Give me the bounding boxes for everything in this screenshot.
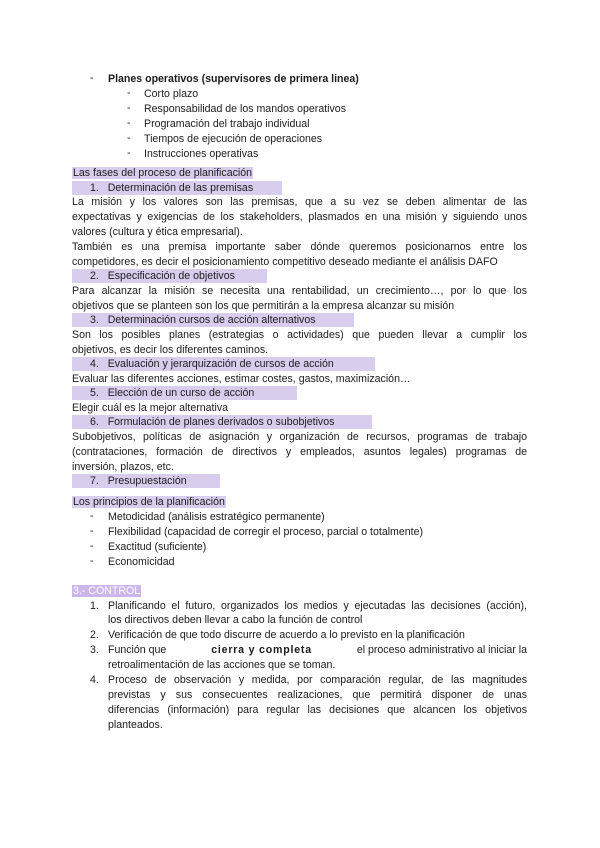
fase-number: 3. [90,314,99,326]
list-number: 4. [90,674,99,686]
fase-2-row [72,269,267,283]
control-item-line: previstas y sus consecuentes realizaciones, que permitirá disponer de unas [108,689,527,701]
control-item-3-line [108,643,527,657]
planes-item: Instrucciones operativas [144,148,259,160]
fase-number: 1. [90,182,99,194]
fases-heading [72,166,253,180]
control-item-line: planteados. [108,719,163,731]
control-item-text: el proceso administrativo al iniciar la [356,644,527,656]
list-number: 1. [90,600,99,612]
paragraph-line: Son los posibles planes (estrategias o actividades) que pueden llevar a cumplir los [72,329,527,341]
paragraph-line: (contrataciones, formación de directivos y empleados, asuntos legales) programas de [72,446,527,458]
paragraph-line: Evaluar las diferentes acciones, estimar costes, gastos, maximización… [72,373,411,385]
bullet-dash: - [127,87,131,99]
planes-item: Responsabilidad de los mandos operativos [144,103,346,115]
fase-5-title: Elección de un curso de acción [107,387,255,399]
paragraph-line: Subobjetivos, políticas de asignación y organización de recursos, programas de trabajo [72,431,527,443]
control-item-line: retroalimentación de las acciones que se toman. [108,659,336,671]
fase-number: 6. [90,416,99,428]
control-heading [72,584,141,598]
planes-item: Programación del trabajo individual [144,118,310,130]
paragraph-line: objetivos, es decir los diferentes caminos. [72,344,269,356]
principios-heading [72,495,226,509]
list-number: 2. [90,629,99,641]
paragraph-line: inversión, plazos, etc. [72,461,174,473]
bullet-dash: - [127,117,131,129]
paragraph-line: competidores, es decir el posicionamiento competitivo deseado mediante el análisis DAFO [72,256,498,268]
principios-heading-text: Los principios de la planificación [73,496,225,508]
control-item-bold: cierra y completa [211,644,312,656]
fase-3-title: Determinación cursos de acción alternativos [107,314,316,326]
fase-5-row [72,386,297,400]
planes-item: Tiempos de ejecución de operaciones [144,133,323,145]
bullet-dash: - [90,72,94,84]
bullet-dash: - [90,510,94,522]
paragraph-line: La misión y los valores son las premisas, que a su vez se deben alimentar de las [72,196,527,208]
bullet-dash: - [90,540,94,552]
fase-6-row [72,415,372,429]
fase-4-title: Evaluación y jerarquización de cursos de acción [107,358,334,370]
control-item-line: Planificando el futuro, organizados los medios y ejecutadas las decisiones (acción), [108,600,527,612]
control-item-line: Proceso de observación y medida, por comparación regular, de las magnitudes [108,674,527,686]
paragraph-line: También es una premisa importante saber dónde queremos posicionarnos entre los [72,241,527,253]
list-number: 3. [90,644,99,656]
principio-item: Metodicidad (análisis estratégico permanente) [108,511,325,523]
principio-item: Exactitud (suficiente) [108,541,207,553]
paragraph-line: Para alcanzar la misión se necesita una rentabilidad, un crecimiento…, por lo que los [72,285,527,297]
fase-number: 5. [90,387,99,399]
control-item-line: los directivos deben llevar a cabo la función de control [108,614,363,626]
paragraph-line: valores (cultura y ética empresarial). [72,226,243,238]
fase-number: 7. [90,475,99,487]
planes-operativos-title: Planes operativos (supervisores de primera linea) [108,73,359,85]
fase-4-row [72,357,375,371]
fase-number: 4. [90,358,99,370]
bullet-dash: - [90,525,94,537]
paragraph-line: objetivos que se planteen son los que permitirán a la empresa alcanzar su misión [72,300,455,312]
fase-1-row [72,181,282,195]
bullet-dash: - [127,102,131,114]
fase-1-title: Determinación de las premisas [107,182,254,194]
fase-6-title: Formulación de planes derivados o subobjetivos [107,416,335,428]
bullet-dash: - [90,555,94,567]
planes-item: Corto plazo [144,88,199,100]
bullet-dash: - [127,132,131,144]
fases-heading-text: Las fases del proceso de planificación [73,167,253,179]
control-item-line: diferencias (información) para regular las decisiones que alcancen los objetivos [108,704,527,716]
fase-7-row [72,474,220,488]
paragraph-line: Elegir cuál es la mejor alternativa [72,402,229,414]
fase-3-row [72,313,354,327]
fase-7-title: Presupuestación [107,475,187,487]
principio-item: Flexibilidad (capacidad de corregir el proceso, parcial o totalmente) [108,526,424,538]
paragraph-line: expectativas y exigencias de los stakeholders, plasmados en una misión y siguiendo unos [72,211,527,223]
control-item-text: Función que [108,644,167,656]
control-heading-text: 3.- CONTROL [73,585,141,597]
fase-2-title: Especificación de objetivos [107,270,235,282]
bullet-dash: - [127,147,131,159]
fase-number: 2. [90,270,99,282]
principio-item: Economicidad [108,556,175,568]
control-item-line: Verificación de que todo discurre de acuerdo a lo previsto en la planificación [108,629,465,641]
